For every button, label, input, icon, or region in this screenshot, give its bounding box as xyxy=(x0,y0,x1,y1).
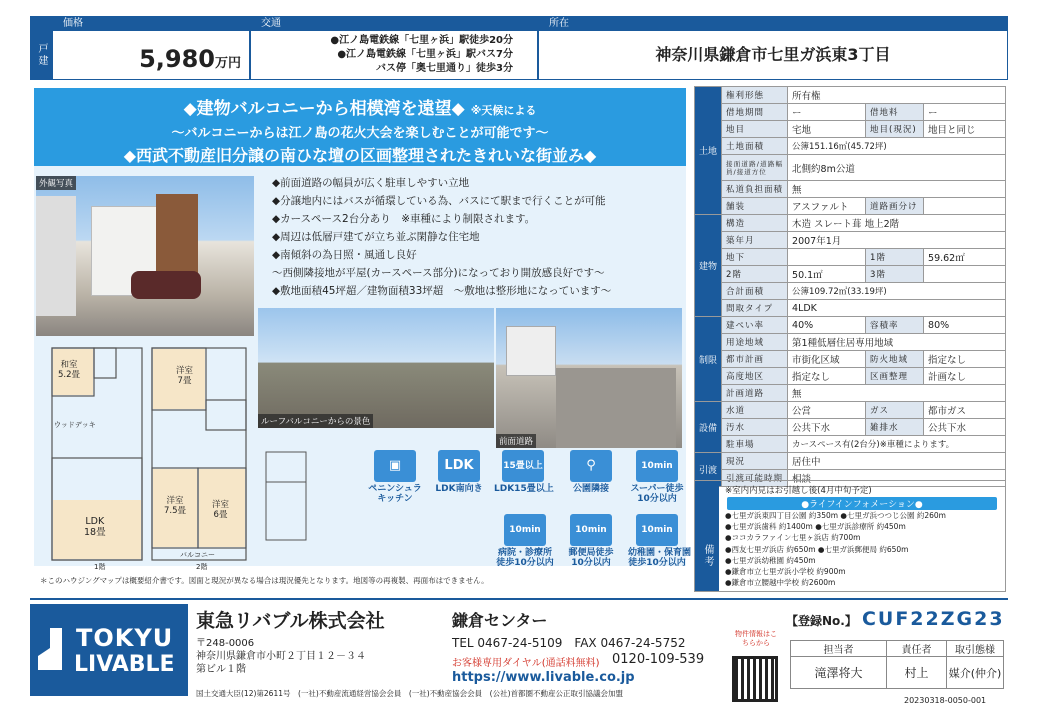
feature-icon-glyph: 15畳以上 xyxy=(502,450,544,482)
spec-row xyxy=(695,181,1006,198)
stamp-head: 責任者 xyxy=(887,641,947,657)
spec-value: 所有権 xyxy=(788,87,1006,104)
spec-value: 80% xyxy=(924,317,1006,334)
spec-value: 計画なし xyxy=(924,368,1006,385)
spec-value: 都市ガス xyxy=(924,402,1006,419)
spec-label: 私道負担面積 xyxy=(722,181,788,198)
spec-row xyxy=(695,317,1006,334)
stamp-head: 取引態様 xyxy=(947,641,1004,657)
feature-icon xyxy=(562,514,620,568)
front-road-caption: 前面道路 xyxy=(496,434,536,448)
spec-value xyxy=(788,249,866,266)
spec-label: 1階 xyxy=(866,249,924,266)
address-line: 神奈川県鎌倉市小町２丁目１２－３４ xyxy=(196,651,366,662)
feature-item: ◆敷地面積45坪超／建物面積33坪超 ～敷地は整形地になっています～ xyxy=(272,285,612,297)
spec-label: 合計面積 xyxy=(722,283,788,300)
spec-row xyxy=(695,300,1006,317)
spec-row xyxy=(695,138,1006,155)
qr-label: 物件情報はこちらから xyxy=(735,630,777,647)
spec-value: 2007年1月 xyxy=(788,232,1006,249)
feature-icon-label: 公園隣接 xyxy=(572,484,609,494)
price-label: 価格 xyxy=(53,17,249,31)
transport-label: 交通 xyxy=(251,17,537,31)
spec-label: 2階 xyxy=(722,266,788,283)
feature-list xyxy=(272,174,682,300)
spec-value: ー xyxy=(924,104,1006,121)
feature-icon xyxy=(628,514,692,568)
room-label: 洋室 7畳 xyxy=(176,366,194,386)
price-unit: 万円 xyxy=(214,56,241,71)
room-label: 洋室 7.5畳 xyxy=(164,496,187,516)
feature-icon-label: ペニンシュラ キッチン xyxy=(368,484,422,504)
postal-code: 〒248-0006 xyxy=(196,638,255,649)
feature-icon-glyph: 10min xyxy=(636,450,678,482)
floorplan-label: バルコニー xyxy=(180,551,215,559)
spec-value: 無 xyxy=(788,385,1006,402)
feature-icon-label: 幼稚園・保育園 徒歩10分以内 xyxy=(628,548,692,568)
spec-row xyxy=(695,249,1006,266)
registration xyxy=(786,608,1005,630)
spec-value: 50.1㎡ xyxy=(788,266,866,283)
feature-icon-label: LDK南向き xyxy=(435,484,483,494)
spec-value: 公営 xyxy=(788,402,866,419)
spec-value: 公簿109.72㎡(33.19坪) xyxy=(788,283,1006,300)
floorplan xyxy=(40,340,256,570)
spec-row xyxy=(695,334,1006,351)
floorplan-small xyxy=(262,448,312,548)
spec-row xyxy=(695,87,1006,104)
spec-label: 借地期間 xyxy=(722,104,788,121)
spec-value: 市街化区域 xyxy=(788,351,866,368)
spec-value: 相談 xyxy=(788,470,1006,487)
lifeline-item: ●鎌倉市立腰越中学校 約2600m xyxy=(725,578,836,588)
headline-banner xyxy=(34,88,686,166)
spec-label: 汚水 xyxy=(722,419,788,436)
address-line: 第ビル１階 xyxy=(196,664,246,675)
spec-row xyxy=(695,351,1006,368)
spec-label: 現況 xyxy=(722,453,788,470)
feature-item: ◆分譲地内にはバスが循環している為、バスにて駅まで行くことが可能 xyxy=(272,195,606,207)
branch-name: 鎌倉センター xyxy=(452,611,548,630)
spec-table xyxy=(694,86,1006,487)
headline-line1: ◆建物バルコニーから相模湾を遠望◆ xyxy=(183,99,465,119)
spec-value: 公簿151.16㎡(45.72坪) xyxy=(788,138,1006,155)
lifeline-item: ●西友七里ガ浜店 約650m ●七里ガ浜郵便局 約650m xyxy=(725,544,909,554)
price-cell xyxy=(52,16,250,80)
company-logo xyxy=(30,604,188,696)
spec-label: 容積率 xyxy=(866,317,924,334)
spec-section-label: 建物 xyxy=(695,215,722,317)
registration-number: CUF22ZG23 xyxy=(861,608,1005,630)
website-link[interactable]: https://www.livable.co.jp xyxy=(452,670,635,685)
spec-row xyxy=(695,283,1006,300)
spec-section-label: 設備 xyxy=(695,402,722,453)
feature-icon-glyph: LDK xyxy=(438,450,480,482)
spec-row xyxy=(695,419,1006,436)
spec-value: 指定なし xyxy=(788,368,866,385)
feature-icon-glyph: 10min xyxy=(504,514,546,546)
spec-row xyxy=(695,368,1006,385)
location-label: 所在 xyxy=(539,17,1007,31)
spec-label: 道路画分け xyxy=(866,198,924,215)
spec-label: 接面道路/道路幅員/接道方位 xyxy=(722,155,788,181)
spec-value: 4LDK xyxy=(788,300,1006,317)
transaction-type: 媒介(仲介) xyxy=(947,657,1004,689)
feature-icon-label: LDK15畳以上 xyxy=(494,484,554,494)
spec-row xyxy=(695,453,1006,470)
license-info: 国土交通大臣(12)第2611号 (一社)不動産流通経営協会会員 (一社)不動産協会会員 (公社)首都圏不動産公正取引協議会加盟 xyxy=(196,689,624,698)
headline-note: ※天候による xyxy=(470,104,537,117)
spec-value: 宅地 xyxy=(788,121,866,138)
agent-name: 滝澤将大 xyxy=(791,657,887,689)
feature-icon-glyph: ▣ xyxy=(374,450,416,482)
spec-label: 区画整理 xyxy=(866,368,924,385)
spec-value: 40% xyxy=(788,317,866,334)
feature-icon xyxy=(366,450,424,504)
spec-value: 地目と同じ xyxy=(924,121,1006,138)
spec-label: 築年月 xyxy=(722,232,788,249)
transport-line: バス停「奥七里通り」徒歩3分 xyxy=(376,63,513,74)
spec-row xyxy=(695,385,1006,402)
spec-section-label: 制限 xyxy=(695,317,722,402)
spec-label: 舗装 xyxy=(722,198,788,215)
lifeline-item: ●ココカラファイン七里ヶ浜店 約700m xyxy=(725,533,861,543)
spec-label: 地目(現況) xyxy=(866,121,924,138)
footer-rule xyxy=(30,598,1008,600)
lifeline-list xyxy=(725,510,946,588)
feature-icon xyxy=(628,450,686,504)
lifeline-item: ●鎌倉市立七里ガ浜小学校 約900m xyxy=(725,567,846,577)
spec-label: 地目 xyxy=(722,121,788,138)
property-type-tab: 戸建 xyxy=(30,16,52,80)
feature-icon xyxy=(496,514,554,568)
manager-name: 村上 xyxy=(887,657,947,689)
spec-value: ー xyxy=(788,104,866,121)
spec-label: 都市計画 xyxy=(722,351,788,368)
spec-label: 引渡可能時期 xyxy=(722,470,788,487)
roof-view-caption: ルーフバルコニーからの景色 xyxy=(258,414,373,428)
roof-view-photo xyxy=(258,308,494,428)
spec-label: 構造 xyxy=(722,215,788,232)
spec-section-label: 引渡 xyxy=(695,453,722,487)
lifeline-item: ●七里ガ浜幼稚園 約450m xyxy=(725,555,816,565)
tel-fax: TEL 0467-24-5109 FAX 0467-24-5752 xyxy=(452,636,686,650)
room-label: 和室 5.2畳 xyxy=(58,360,81,380)
spec-value: 公共下水 xyxy=(924,419,1006,436)
remarks-head: ※室内内見はお引越し後(4月中旬予定) xyxy=(725,486,872,496)
spec-label: 計画道路 xyxy=(722,385,788,402)
company-name: 東急リバブル株式会社 xyxy=(196,610,385,632)
feature-icon-glyph: ⚲ xyxy=(570,450,612,482)
spec-value: 公共下水 xyxy=(788,419,866,436)
spec-row xyxy=(695,402,1006,419)
spec-value: 無 xyxy=(788,181,1006,198)
spec-row xyxy=(695,232,1006,249)
spec-label: ガス xyxy=(866,402,924,419)
front-road-photo xyxy=(496,308,682,448)
qr-code-icon[interactable] xyxy=(732,656,778,702)
logo-mark-icon xyxy=(38,628,68,678)
spec-row xyxy=(695,104,1006,121)
document-id: 20230318-0050-001 xyxy=(904,696,987,705)
location-value: 神奈川県鎌倉市七里ガ浜東3丁目 xyxy=(655,45,891,64)
logo-text: LIVABLE xyxy=(74,652,175,677)
spec-value: カースペース有(2台分)※車種によります。 xyxy=(788,436,1006,453)
feature-icon-label: 病院・診療所 徒歩10分以内 xyxy=(496,548,554,568)
feature-item: ◆前面道路の幅員が広く駐車しやすい立地 xyxy=(272,177,470,189)
spec-label: 借地料 xyxy=(866,104,924,121)
feature-icon xyxy=(494,450,552,494)
spec-label: 権利形態 xyxy=(722,87,788,104)
spec-value: 59.62㎡ xyxy=(924,249,1006,266)
stamp-head: 担当者 xyxy=(791,641,887,657)
lifeline-title: ●ライフインフォメーション● xyxy=(727,497,997,510)
transport-line: ●江ノ島電鉄線「七里ヶ浜」駅徒歩20分 xyxy=(330,35,513,46)
headline-line2: ～バルコニーからは江ノ島の花火大会を楽しむことが可能です～ xyxy=(171,126,549,141)
spec-label: 3階 xyxy=(866,266,924,283)
registration-label: 【登録No.】 xyxy=(786,614,857,628)
spec-label: 間取タイプ xyxy=(722,300,788,317)
exterior-photo xyxy=(36,176,254,336)
floorplan-label: 1階 xyxy=(94,563,106,571)
spec-label: 雑排水 xyxy=(866,419,924,436)
spec-value: 木造 スレート葺 地上2階 xyxy=(788,215,1006,232)
spec-value xyxy=(924,198,1006,215)
lifeline-item: ●七里ガ浜歯科 約1400m ●七里ガ浜診療所 約450m xyxy=(725,522,906,532)
spec-label: 防火地域 xyxy=(866,351,924,368)
agent-stamp-table xyxy=(790,640,1004,689)
feature-item: ～西側隣接地が平屋(カースペース部分)になっており開放感良好です～ xyxy=(272,267,605,279)
spec-row xyxy=(695,266,1006,283)
exterior-caption: 外観写真 xyxy=(36,176,76,190)
spec-panel xyxy=(694,86,1006,487)
feature-icon xyxy=(562,450,620,494)
spec-label: 地下 xyxy=(722,249,788,266)
feature-icon-grid xyxy=(366,450,692,568)
disclaimer: ＊このハウジングマップは概要紹介書です。図面と現況が異なる場合は現況優先となります。地図等の再複製、再面布はできません。 xyxy=(40,576,489,585)
spec-value: 居住中 xyxy=(788,453,1006,470)
lifeline-item: ●七里ガ浜東四丁目公園 約350m ●七里ガ浜つつじ公園 約260m xyxy=(725,511,946,520)
floorplan-label: ウッドデッキ xyxy=(54,421,96,429)
room-label: 洋室 6畳 xyxy=(212,500,230,520)
spec-row xyxy=(695,215,1006,232)
spec-row xyxy=(695,121,1006,138)
freedial-number: 0120-109-539 xyxy=(612,652,705,667)
freedial-label: お客様専用ダイヤル(通話料無料) xyxy=(452,658,600,669)
feature-icon-label: 郵便局徒歩 10分以内 xyxy=(568,548,614,568)
transport-line: ●江ノ島電鉄線「七里ヶ浜」駅バス7分 xyxy=(337,49,513,60)
price-value: 5,980 xyxy=(139,45,215,73)
logo-text: TOKYU xyxy=(76,624,174,652)
feature-icon-glyph: 10min xyxy=(570,514,612,546)
spec-row xyxy=(695,155,1006,181)
spec-label: 建ぺい率 xyxy=(722,317,788,334)
spec-value: 第1種低層住居専用地域 xyxy=(788,334,1006,351)
transport-cell xyxy=(250,16,538,80)
spec-value: アスファルト xyxy=(788,198,866,215)
spec-value: 北側約8m公道 xyxy=(788,155,1006,181)
feature-item: ◆カースペース2台分あり ※車種により制限されます。 xyxy=(272,213,536,225)
spec-value xyxy=(924,266,1006,283)
feature-icon xyxy=(430,450,488,494)
spec-label: 水道 xyxy=(722,402,788,419)
remarks-box xyxy=(694,480,1006,592)
spec-label: 高度地区 xyxy=(722,368,788,385)
feature-icon-glyph: 10min xyxy=(636,514,678,546)
spec-row xyxy=(695,198,1006,215)
feature-item: ◆南傾斜の為日照・風通し良好 xyxy=(272,249,417,261)
room-label: LDK 18畳 xyxy=(84,516,106,538)
floorplan-label: 2階 xyxy=(196,563,208,571)
feature-item: ◆周辺は低層戸建てが立ち並ぶ閑静な住宅地 xyxy=(272,231,480,243)
feature-icon-label: スーパー徒歩 10分以内 xyxy=(630,484,684,504)
spec-label: 土地面積 xyxy=(722,138,788,155)
spec-row xyxy=(695,436,1006,453)
spec-label: 駐車場 xyxy=(722,436,788,453)
headline-line3: ◆西武不動産旧分譲の南ひな壇の区画整理されたきれいな街並み◆ xyxy=(123,146,597,165)
spec-label: 用途地域 xyxy=(722,334,788,351)
location-cell xyxy=(538,16,1008,80)
remarks-tab: 備考 xyxy=(695,481,719,591)
spec-section-label: 土地 xyxy=(695,87,722,215)
spec-value: 指定なし xyxy=(924,351,1006,368)
